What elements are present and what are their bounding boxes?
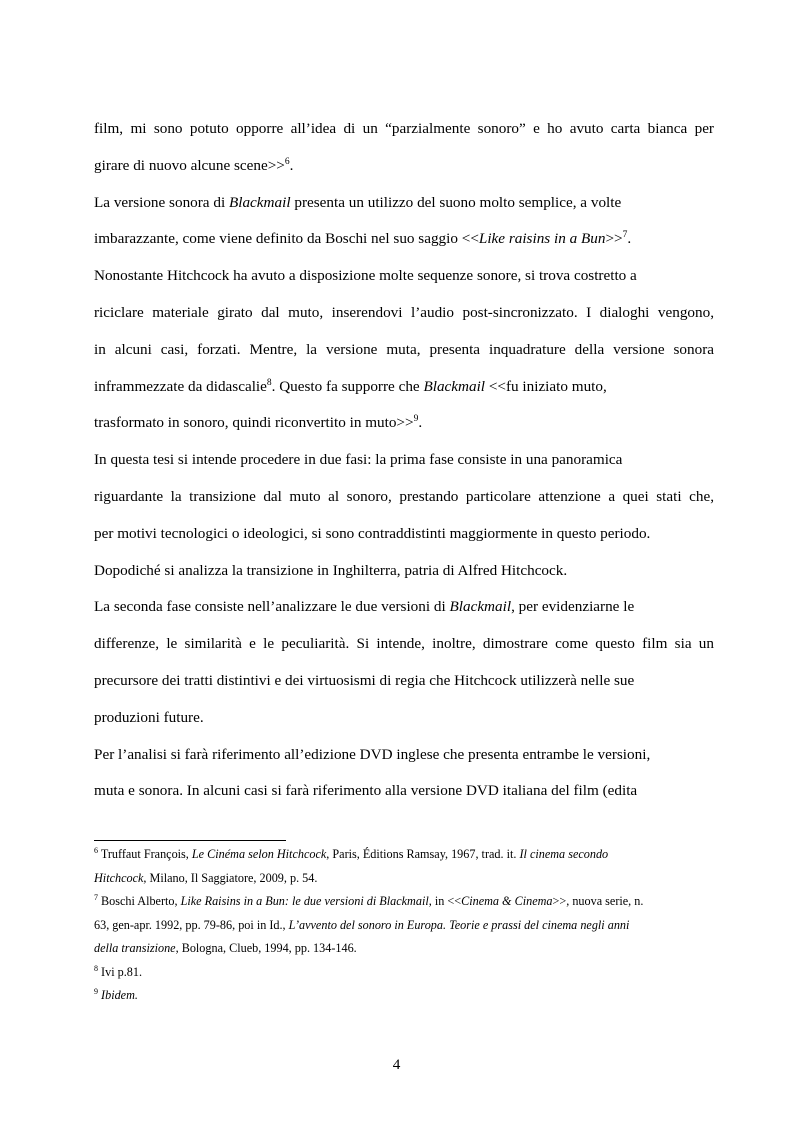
page-number: 4: [392, 1056, 401, 1073]
body-line: inframmezzate da didascalie$^8$. Questo fa supporre che Blackmail <<fu iniziato muto,: [94, 377, 607, 395]
body-line: Per l’analisi si farà riferimento all’edizione DVD inglese che presenta entrambe le versioni,: [94, 745, 651, 763]
body-line: in alcuni casi, forzati. Mentre, la versione muta, presenta inquadrature della versione sonora: [94, 340, 714, 358]
body-line: La versione sonora di Blackmail presenta un utilizzo del suono molto semplice, a volte: [94, 193, 622, 211]
footnote-6-cont: Hitchcock, Milano, Il Saggiatore, 2009, p. 54.: [94, 870, 318, 885]
footnote-7: $^7$ Boschi Alberto, Like Raisins in a Bun: le due versioni di Blackmail, in <<Cinema & Cinema>>, nuova serie, n.: [94, 893, 644, 908]
body-line: muta e sonora. In alcuni casi si farà riferimento alla versione DVD italiana del film (edita: [94, 782, 638, 800]
body-line: Dopodiché si analizza la transizione in Inghilterra, patria di Alfred Hitchcock.: [94, 561, 568, 579]
body-line: trasformato in sonoro, quindi riconvertito in muto>>$^9$.: [94, 414, 423, 432]
body-line: riguardante la transizione dal muto al sonoro, prestando particolare attenzione a quei stati che,: [94, 487, 714, 505]
footnote-8: $^8$ Ivi p.81.: [94, 963, 143, 979]
footnotes: [94, 843, 706, 1008]
footnote-7-cont: 63, gen-apr. 1992, pp. 79-86, poi in Id., L’avvento del sonoro in Europa. Teorie e prassi del cinema negli anni: [94, 917, 630, 932]
footnote-ref[interactable]: 6: [284, 156, 290, 167]
body-line: girare di nuovo alcune scene>>$^6$.: [94, 156, 294, 174]
body-text: [94, 111, 714, 810]
body-line: precursore dei tratti distintivi e dei virtuosismi di regia che Hitchcock utilizzerà nelle sue: [94, 671, 635, 689]
footnote-ref[interactable]: 8: [266, 377, 272, 388]
body-line: riciclare materiale girato dal muto, inserendovi l’audio post-sincronizzato. I dialoghi vengono,: [94, 303, 714, 321]
footnote-9: $^9$ Ibidem.: [94, 987, 138, 1002]
body-line: La seconda fase consiste nell’analizzare le due versioni di Blackmail, per evidenziarne le: [94, 598, 635, 616]
body-line: differenze, le similarità e le peculiarità. Si intende, inoltre, dimostrare come questo film sia un: [94, 635, 714, 653]
body-line: per motivi tecnologici o ideologici, si sono contraddistinti maggiormente in questo periodo.: [94, 524, 651, 542]
footnote-6: $^6$ Truffaut François, Le Cinéma selon Hitchcock, Paris, Éditions Ramsay, 1967, trad. it. Il cinema secondo: [94, 846, 609, 861]
body-line: imbarazzante, come viene definito da Boschi nel suo saggio <<Like raisins in a Bun>>$^7$.: [94, 230, 632, 248]
footnote-ref[interactable]: 7: [622, 230, 628, 241]
body-line: film, mi sono potuto opporre all’idea di un “parzialmente sonoro” e ho avuto carta bianca per: [94, 120, 714, 137]
footnote-ref[interactable]: 9: [413, 414, 419, 425]
body-line: In questa tesi si intende procedere in due fasi: la prima fase consiste in una panoramica: [94, 451, 623, 469]
footnote-7-cont: della transizione, Bologna, Clueb, 1994, pp. 134-146.: [94, 941, 357, 955]
footnote-separator: [94, 840, 286, 841]
body-line: produzioni future.: [94, 708, 204, 726]
body-line: Nonostante Hitchcock ha avuto a disposizione molte sequenze sonore, si trova costretto a: [94, 267, 637, 285]
